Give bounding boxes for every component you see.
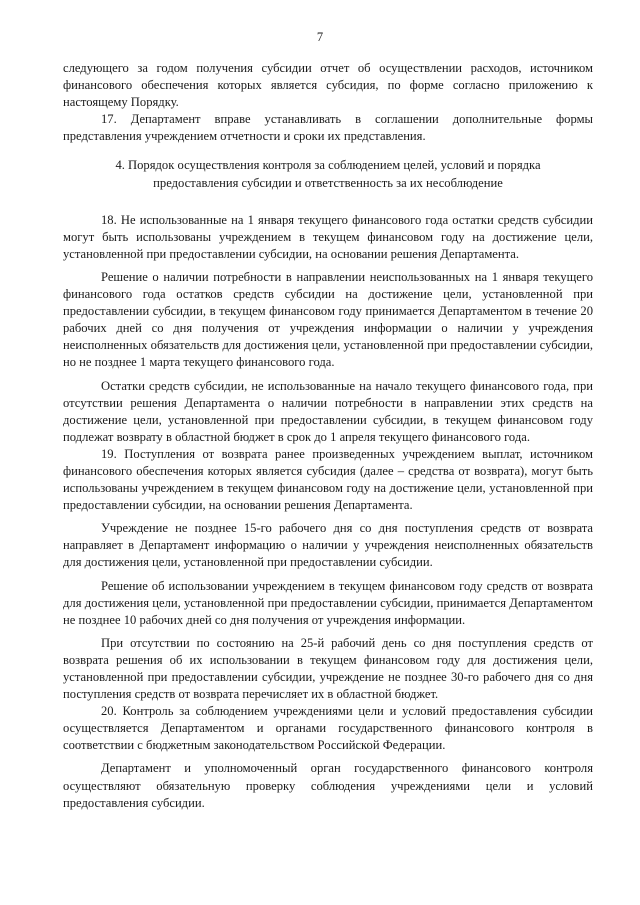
paragraph-17: 17. Департамент вправе устанавливать в соглашении дополнительные формы представления учреждением отчетности и сроки их представления. — [63, 112, 593, 144]
paragraph-20: 20. Контроль за соблюдением учреждениями цели и условий предоставления субсидии осуществляется Департаментом и органами государственного финансового контроля в соответствии с бюджетным законодательством Российской Федерации. — [63, 704, 593, 753]
page-number: 7 — [316, 30, 324, 44]
paragraph-20-inspection: Департамент и уполномоченный орган государственного финансового контроля осуществляют обязательную проверку соблюдения учреждениями цели и условий предоставления субсидии. — [63, 761, 593, 810]
section-heading-line-1: 4. Порядок осуществления контроля за соблюдением целей, условий и порядка — [115, 158, 541, 173]
paragraph-19-notice: Учреждение не позднее 15-го рабочего дня со дня поступления средств от возврата направляет в Департамент информацию о наличии у учреждения неисполненных обязательств для достижения цели, установленной при предоставлении субсидии. — [63, 521, 593, 570]
paragraph-19-decision: Решение об использовании учреждением в текущем финансовом году средств от возврата для достижения цели, установленной при предоставлении субсидии, принимается Департаментом не позднее 10 рабочих дней со дня получения от учреждения информации. — [63, 578, 593, 627]
paragraph-19: 19. Поступления от возврата ранее произведенных учреждением выплат, источником финансового обеспечения которых является субсидия (далее – средства от возврата), могут быть использованы учреждением в текущем финансовом году на достижение цели, установленной при предоставлении субсидии, на основании решения Департамента. — [63, 446, 593, 513]
paragraph-18-remainder: Остатки средств субсидии, не использованные на начало текущего финансового года, при отсутствии решения Департамента о наличии потребности в направлении этих средств на достижение цели, установленной при предоставлении субсидии, в текущем финансовом году подлежат возврату в областной бюджет в срок до 1 апреля текущего финансового года. — [63, 378, 593, 444]
section-heading-line-2: предоставления субсидии и ответственность за их несоблюдение — [153, 175, 503, 190]
paragraph-continuation: следующего за годом получения субсидии отчет об осуществлении расходов, источником финансового обеспечения которых является субсидия, по форме согласно приложению к настоящему Порядку. — [63, 61, 593, 110]
paragraph-19-return: При отсутствии по состоянию на 25-й рабочий день со дня поступления средств от возврата решения об их использовании в текущем финансовом году для достижения цели, установленной при предоставлении субсидии, учреждение не позднее 30-го рабочего дня со дня поступления средств от возврата перечисляет их в областной бюджет. — [63, 635, 593, 702]
section-heading — [63, 157, 593, 191]
document-body — [63, 60, 593, 812]
paragraph-18-decision: Решение о наличии потребности в направлении неиспользованных на 1 января текущего финансового года остатков средств субсидии на достижение цели, установленной при предоставлении субсидии, в текущем финансовом году принимается Департаментом в течение 20 рабочих дней со дня получения от учреждения информации о наличии у учреждения неисполненных обязательств для достижения цели, установленной при предоставлении субсидии, но не позднее 1 марта текущего финансового года. — [63, 269, 593, 370]
paragraph-18: 18. Не использованные на 1 января текущего финансового года остатки средств субсидии могут быть использованы учреждением в текущем финансовом году на достижение цели, установленной при предоставлении субсидии, на основании решения Департамента. — [63, 212, 593, 261]
